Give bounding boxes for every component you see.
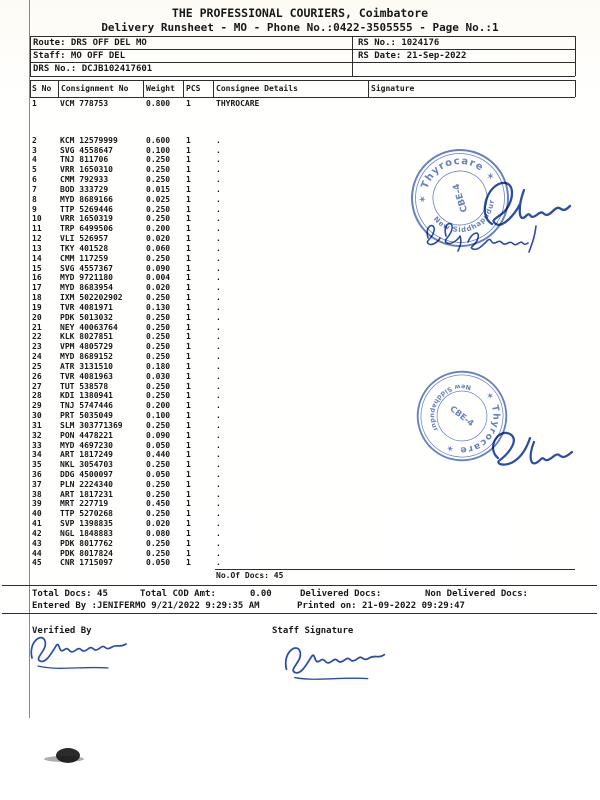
pcs: 1: [186, 460, 191, 470]
pcs: 1: [186, 361, 191, 371]
consignee-details: .: [216, 332, 221, 342]
rule: [30, 62, 575, 63]
sno: 2: [32, 135, 37, 145]
weight: 0.090: [146, 430, 171, 440]
pcs: 1: [186, 430, 191, 440]
pcs: 1: [186, 371, 191, 381]
rule: [30, 80, 31, 97]
consignment-no: TUT 538578: [60, 381, 109, 391]
table-row: [30, 480, 575, 490]
weight: 0.020: [146, 283, 171, 293]
consignment-no: TVR 4081963: [60, 371, 113, 381]
weight: 0.020: [146, 234, 171, 244]
rs-no-value: RS No.: 1024176: [358, 38, 440, 48]
consignment-no: VCM 778753: [60, 99, 109, 108]
weight: 0.030: [146, 371, 171, 381]
non-delivered-docs-label: Non Delivered Docs:: [425, 589, 528, 599]
delivered-docs-label: Delivered Docs:: [300, 589, 382, 599]
pcs: 1: [186, 175, 191, 185]
rule: [30, 97, 575, 98]
consignment-no: SVG 4557367: [60, 263, 113, 273]
rs-date-value: RS Date: 21-Sep-2022: [358, 51, 467, 61]
drs-no-value: DRS No.: DCJB102417601: [33, 64, 153, 74]
pcs: 1: [186, 165, 191, 175]
sno: 39: [32, 499, 42, 509]
consignee-details: .: [216, 519, 221, 529]
table-row: [30, 342, 575, 352]
total-cod-label: Total COD Amt:: [140, 589, 216, 599]
sno: 20: [32, 312, 42, 322]
entered-by: Entered By :JENIFERMO 9/21/2022 9:29:35 AM: [32, 601, 260, 611]
consignment-no: MYD 8689166: [60, 194, 113, 204]
sno: 41: [32, 519, 42, 529]
verified-by-signature: [24, 628, 139, 676]
sno: 44: [32, 548, 42, 558]
consignment-no: KLK 8027851: [60, 332, 113, 342]
sno: 22: [32, 332, 42, 342]
sno: 32: [32, 430, 42, 440]
weight: 0.450: [146, 499, 171, 509]
consignee-details: .: [216, 194, 221, 204]
col-header-consignee: Consignee Details: [216, 84, 298, 93]
consignee-details: THYROCARE: [216, 99, 260, 108]
consignee-details: .: [216, 273, 221, 283]
consignment-no: VPM 4805729: [60, 342, 113, 352]
sno: 9: [32, 204, 37, 214]
pcs: 1: [186, 381, 191, 391]
consignee-details: .: [216, 165, 221, 175]
consignee-details: .: [216, 401, 221, 411]
sno: 37: [32, 479, 42, 489]
sno: 29: [32, 401, 42, 411]
pcs: 1: [186, 283, 191, 293]
sno: 16: [32, 273, 42, 283]
pcs: 1: [186, 538, 191, 548]
total-cod-value: 0.00: [250, 589, 272, 599]
consignment-no: NEY 40063764: [60, 322, 118, 332]
rule: [30, 76, 575, 77]
sno: 1: [32, 99, 37, 108]
consignee-details: .: [216, 469, 221, 479]
consignment-no: PON 4478221: [60, 430, 113, 440]
pcs: 1: [186, 145, 191, 155]
weight: 0.250: [146, 204, 171, 214]
weight: 0.250: [146, 253, 171, 263]
pcs: 1: [186, 263, 191, 273]
pcs: 1: [186, 155, 191, 165]
sno: 45: [32, 558, 42, 568]
rule: [183, 80, 184, 97]
sno: 34: [32, 450, 42, 460]
document-subtitle: Delivery Runsheet - MO - Phone No.:0422-3505555 - Page No.:1: [101, 21, 499, 34]
consignment-no: ART 1817249: [60, 450, 113, 460]
table-row: [30, 499, 575, 509]
weight: 0.250: [146, 391, 171, 401]
weight: 0.250: [146, 381, 171, 391]
consignee-details: .: [216, 440, 221, 450]
pcs: 1: [186, 293, 191, 303]
pcs: 1: [186, 411, 191, 421]
table-row: [30, 99, 575, 109]
consignment-no: PDK 5013032: [60, 312, 113, 322]
weight: 0.250: [146, 332, 171, 342]
weight: 0.090: [146, 263, 171, 273]
weight: 0.200: [146, 224, 171, 234]
consignment-no: TVR 4081971: [60, 302, 113, 312]
weight: 0.600: [146, 135, 171, 145]
sno: 12: [32, 234, 42, 244]
route-value: Route: DRS OFF DEL MO: [33, 38, 147, 48]
consignee-details: .: [216, 381, 221, 391]
consignee-details: .: [216, 479, 221, 489]
consignment-no: TRP 6499506: [60, 224, 113, 234]
table-row: [30, 313, 575, 323]
pcs: 1: [186, 401, 191, 411]
weight: 0.250: [146, 293, 171, 303]
weight: 0.100: [146, 411, 171, 421]
sno: 6: [32, 175, 37, 185]
consignee-details: .: [216, 302, 221, 312]
consignee-details: .: [216, 175, 221, 185]
pcs: 1: [186, 135, 191, 145]
weight: 0.250: [146, 342, 171, 352]
table-row: [30, 529, 575, 539]
consignment-no: TKY 401528: [60, 243, 109, 253]
pcs: 1: [186, 509, 191, 519]
sno: 43: [32, 538, 42, 548]
consignee-details: .: [216, 538, 221, 548]
consignee-details: .: [216, 312, 221, 322]
sno: 14: [32, 253, 42, 263]
consignee-details: .: [216, 558, 221, 568]
stamp-signature-2: [478, 418, 582, 480]
table-row: [30, 558, 575, 568]
consignment-no: SLM 303771369: [60, 420, 123, 430]
pcs: 1: [186, 440, 191, 450]
consignment-no: PLN 2224340: [60, 479, 113, 489]
pcs: 1: [186, 99, 191, 108]
weight: 0.800: [146, 99, 171, 108]
printed-on: Printed on: 21-09-2022 09:29:47: [297, 601, 465, 611]
pcs: 1: [186, 302, 191, 312]
stamp-arc-bottom-text: New Siddhapudur: [431, 198, 497, 235]
sno: 35: [32, 460, 42, 470]
consignment-no: MYD 8689152: [60, 352, 113, 362]
weight: 0.100: [146, 145, 171, 155]
sno: 15: [32, 263, 42, 273]
consignment-no: MYD 4697230: [60, 440, 113, 450]
sno: 25: [32, 361, 42, 371]
sno: 26: [32, 371, 42, 381]
weight: 0.250: [146, 155, 171, 165]
pcs: 1: [186, 469, 191, 479]
consignment-no: IXM 502202902: [60, 293, 123, 303]
weight: 0.250: [146, 312, 171, 322]
handwritten-note: [418, 214, 550, 258]
consignee-details: .: [216, 224, 221, 234]
consignee-details: .: [216, 460, 221, 470]
consignee-details: .: [216, 489, 221, 499]
sno: 33: [32, 440, 42, 450]
consignment-no: NKL 3054703: [60, 460, 113, 470]
weight: 0.250: [146, 175, 171, 185]
consignee-details: .: [216, 283, 221, 293]
rule: [30, 36, 575, 37]
pcs: 1: [186, 243, 191, 253]
pcs: 1: [186, 312, 191, 322]
sno: 19: [32, 302, 42, 312]
pcs: 1: [186, 489, 191, 499]
verified-by-label: Verified By: [32, 626, 92, 636]
sno: 18: [32, 293, 42, 303]
consignee-details: .: [216, 145, 221, 155]
table-row: [30, 549, 575, 559]
pcs: 1: [186, 558, 191, 568]
weight: 0.250: [146, 479, 171, 489]
table-row: [30, 509, 575, 519]
weight: 0.050: [146, 469, 171, 479]
consignee-details: .: [216, 548, 221, 558]
consignment-no: KCM 12579999: [60, 135, 118, 145]
pcs: 1: [186, 352, 191, 362]
pcs: 1: [186, 273, 191, 283]
consignee-details: .: [216, 420, 221, 430]
pcs: 1: [186, 253, 191, 263]
table-row: [30, 519, 575, 529]
table-row: [30, 539, 575, 549]
pcs: 1: [186, 391, 191, 401]
weight: 0.250: [146, 165, 171, 175]
rule: [575, 80, 576, 97]
sno: 27: [32, 381, 42, 391]
pcs: 1: [186, 528, 191, 538]
consignment-no: ART 1817231: [60, 489, 113, 499]
pcs: 1: [186, 214, 191, 224]
consignment-no: MYD 9721180: [60, 273, 113, 283]
staff-signature-handwriting: [278, 638, 398, 688]
weight: 0.250: [146, 352, 171, 362]
consignment-no: ATR 3131510: [60, 361, 113, 371]
consignment-no: SVG 4558647: [60, 145, 113, 155]
consignment-no: MRT 227719: [60, 499, 109, 509]
sno: 4: [32, 155, 37, 165]
sno: 38: [32, 489, 42, 499]
pcs: 1: [186, 450, 191, 460]
pcs: 1: [186, 194, 191, 204]
weight: 0.250: [146, 322, 171, 332]
sno: 21: [32, 322, 42, 332]
weight: 0.200: [146, 401, 171, 411]
consignee-details: .: [216, 352, 221, 362]
staff-signature-label: Staff Signature: [272, 626, 354, 636]
col-header-pcs: PCS: [186, 84, 201, 93]
rule: [30, 36, 31, 76]
consignment-no: TNJ 5747446: [60, 401, 113, 411]
consignment-no: PDK 8017824: [60, 548, 113, 558]
consignment-no: PRT 5035049: [60, 411, 113, 421]
pcs: 1: [186, 224, 191, 234]
consignee-details: .: [216, 204, 221, 214]
consignee-details: .: [216, 214, 221, 224]
table-row: [30, 293, 575, 303]
weight: 0.250: [146, 538, 171, 548]
consignee-details: .: [216, 361, 221, 371]
rule: [368, 80, 369, 97]
sno: 40: [32, 509, 42, 519]
weight: 0.050: [146, 558, 171, 568]
pcs: 1: [186, 184, 191, 194]
table-row: [30, 303, 575, 313]
weight: 0.060: [146, 243, 171, 253]
table-row: [30, 490, 575, 500]
no-of-docs: No.Of Docs: 45: [216, 571, 284, 580]
sno: 23: [32, 342, 42, 352]
consignment-no: TTP 5270268: [60, 509, 113, 519]
sno: 24: [32, 352, 42, 362]
table-row: [30, 352, 575, 362]
weight: 0.250: [146, 214, 171, 224]
stamp-arc-top-text: ✶ Thyrocare ✶: [417, 155, 498, 204]
pcs: 1: [186, 322, 191, 332]
weight: 0.440: [146, 450, 171, 460]
pcs: 1: [186, 204, 191, 214]
consignee-details: .: [216, 135, 221, 145]
consignee-details: .: [216, 184, 221, 194]
weight: 0.250: [146, 509, 171, 519]
rule: [30, 49, 575, 50]
sno: 7: [32, 184, 37, 194]
total-docs: Total Docs: 45: [32, 589, 108, 599]
pcs: 1: [186, 479, 191, 489]
consignment-no: MYD 8683954: [60, 283, 113, 293]
consignee-details: .: [216, 243, 221, 253]
consignment-no: CMM 792933: [60, 175, 109, 185]
consignee-details: .: [216, 293, 221, 303]
table-row: [30, 332, 575, 342]
consignee-details: .: [216, 411, 221, 421]
col-header-sno: S No: [32, 84, 52, 93]
consignee-details: .: [216, 430, 221, 440]
sno: 8: [32, 194, 37, 204]
weight: 0.015: [146, 184, 171, 194]
sno: 3: [32, 145, 37, 155]
weight: 0.025: [146, 194, 171, 204]
rule: [58, 80, 59, 97]
rule: [30, 80, 575, 81]
weight: 0.130: [146, 302, 171, 312]
rule: [352, 36, 353, 76]
consignment-no: PDK 8017762: [60, 538, 113, 548]
consignment-no: VLI 526957: [60, 234, 109, 244]
pcs: 1: [186, 332, 191, 342]
scan-smudge-faint: [44, 756, 84, 762]
col-header-weight: Weight: [146, 84, 175, 93]
sno: 13: [32, 243, 42, 253]
table-row: [30, 362, 575, 372]
consignment-no: SVP 1398835: [60, 519, 113, 529]
consignment-no: DDG 4500097: [60, 469, 113, 479]
consignment-no: NGL 1848883: [60, 528, 113, 538]
consignment-no: VRR 1650319: [60, 214, 113, 224]
stamp-arc-bottom-text: New Siddhapudur: [428, 382, 472, 434]
pcs: 1: [186, 342, 191, 352]
rule: [215, 569, 575, 570]
rule: [2, 585, 597, 586]
consignee-details: .: [216, 234, 221, 244]
consignee-details: .: [216, 253, 221, 263]
consignee-details: .: [216, 322, 221, 332]
consignment-no: TNJ 811706: [60, 155, 109, 165]
rule: [2, 613, 597, 614]
sno: 10: [32, 214, 42, 224]
pcs: 1: [186, 548, 191, 558]
consignment-no: KDI 1380941: [60, 391, 113, 401]
table-row: [30, 283, 575, 293]
consignee-details: .: [216, 391, 221, 401]
consignee-details: .: [216, 499, 221, 509]
weight: 0.250: [146, 489, 171, 499]
stamp-center-text: CBE-4: [451, 182, 471, 214]
consignment-no: CMM 117259: [60, 253, 109, 263]
pcs: 1: [186, 519, 191, 529]
weight: 0.250: [146, 420, 171, 430]
stamp-arc-top-text: ✶ Thyrocare ✶: [443, 389, 502, 456]
weight: 0.180: [146, 361, 171, 371]
col-header-signature: Signature: [371, 84, 415, 93]
sno: 11: [32, 224, 42, 234]
sno: 5: [32, 165, 37, 175]
consignee-details: .: [216, 371, 221, 381]
pcs: 1: [186, 234, 191, 244]
pcs: 1: [186, 420, 191, 430]
sno: 31: [32, 420, 42, 430]
weight: 0.004: [146, 273, 171, 283]
consignment-no: TTP 5269446: [60, 204, 113, 214]
weight: 0.020: [146, 519, 171, 529]
consignment-no: VRR 1650310: [60, 165, 113, 175]
col-header-consignment: Consignment No: [61, 84, 129, 93]
rule: [575, 36, 576, 76]
consignee-details: .: [216, 342, 221, 352]
document-title: THE PROFESSIONAL COURIERS, Coimbatore: [171, 6, 429, 20]
table-row: [30, 323, 575, 333]
table-row: [30, 273, 575, 283]
sno: 17: [32, 283, 42, 293]
rule: [143, 80, 144, 97]
rule: [213, 80, 214, 97]
consignee-details: .: [216, 155, 221, 165]
weight: 0.050: [146, 440, 171, 450]
sno: 36: [32, 469, 42, 479]
sno: 42: [32, 528, 42, 538]
pcs: 1: [186, 499, 191, 509]
staff-value: Staff: MO OFF DEL: [33, 51, 126, 61]
table-row: [30, 264, 575, 274]
sno: 30: [32, 411, 42, 421]
consignment-no: CNR 1715097: [60, 558, 113, 568]
sno: 28: [32, 391, 42, 401]
weight: 0.250: [146, 460, 171, 470]
weight: 0.250: [146, 548, 171, 558]
consignment-no: BOD 333729: [60, 184, 109, 194]
stamp-center-text: CBE-4: [448, 403, 476, 429]
consignee-details: .: [216, 509, 221, 519]
consignee-details: .: [216, 528, 221, 538]
weight: 0.080: [146, 528, 171, 538]
consignee-details: .: [216, 450, 221, 460]
consignee-details: .: [216, 263, 221, 273]
